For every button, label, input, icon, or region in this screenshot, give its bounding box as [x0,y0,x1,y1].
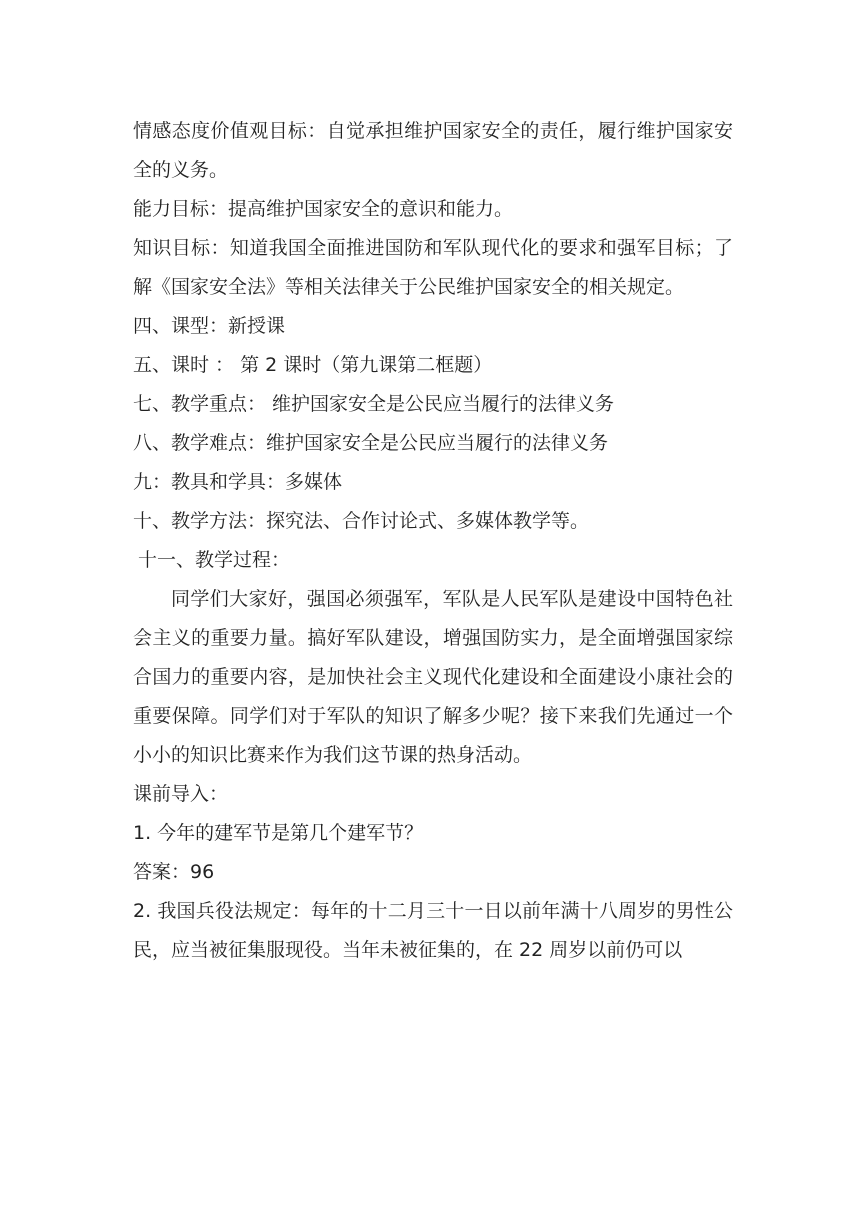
paragraph-key-point: 七、教学重点： 维护国家安全是公民应当履行的法律义务 [133,393,615,415]
paragraph-lesson-period: 五、课时 ： 第 2 课时（第九课第二框题） [133,354,493,376]
paragraph-introduction: 同学们大家好，强国必须强军，军队是人民军队是建设中国特色社会主义的重要力量。搞好军队建设，增强国防实力，是全面增强国家综合国力的重要内容，是加快社会主义现代化建设和全面建设小康社会的重要保障。同学们对于军队的知识了解多少呢？接下来我们先通过一个小小的知识比赛来作为我们这节课的热身活动。 [133,588,733,766]
paragraph-ability-goal: 能力目标：提高维护国家安全的意识和能力。 [133,198,514,220]
paragraph-lead-in-heading: 课前导入： [133,783,229,805]
section-heading-teaching-process: 十一、教学过程： [138,549,291,571]
paragraph-difficult-point: 八、教学难点：维护国家安全是公民应当履行的法律义务 [133,432,609,454]
paragraph-lesson-type: 四、课型：新授课 [133,315,286,337]
question-1: 1. 今年的建军节是第几个建军节？ [133,822,424,844]
paragraph-emotion-goal: 情感态度价值观目标：自觉承担维护国家安全的责任，履行维护国家安全的义务。 [133,120,733,181]
question-2: 2. 我国兵役法规定：每年的十二月三十一日以前年满十八周岁的男性公民，应当被征集服现役。当年未被征集的，在 22 周岁以前仍可以 [133,900,733,961]
answer-1: 答案：96 [133,861,215,883]
paragraph-teaching-methods: 十、教学方法：探究法、合作讨论式、多媒体教学等。 [133,510,590,532]
paragraph-knowledge-goal: 知识目标：知道我国全面推进国防和军队现代化的要求和强军目标；了解《国家安全法》等相关法律关于公民维护国家安全的相关规定。 [133,237,733,298]
paragraph-teaching-aids: 九：教具和学具：多媒体 [133,471,343,493]
document-body [133,112,733,970]
